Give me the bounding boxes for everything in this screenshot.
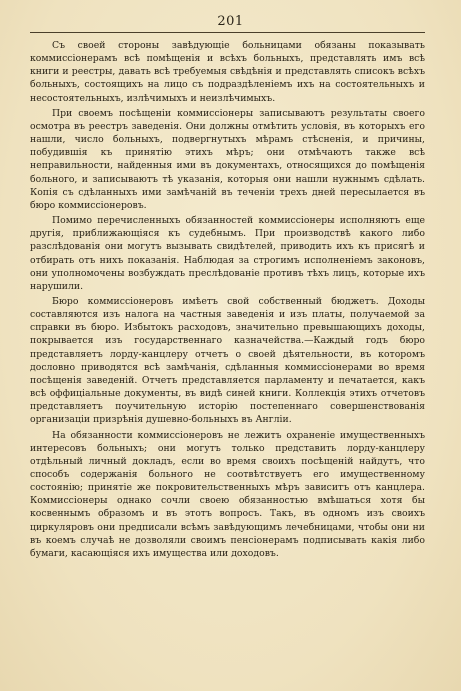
paragraph: Съ своей стороны завѣдующіе больницами обязаны показывать коммиссіонерамъ всѣ помѣщенія и всѣхъ больныхъ, представлять имъ всѣ книги и реестры, давать всѣ требуемыя свѣдѣнія и представлять списокъ всѣхъ больныхъ, состоящихъ на лицо съ подраздѣленіемъ ихъ на состоятельныхъ и несостоятельныхъ, излѣчимыхъ и неизлѣчимыхъ. <box>30 40 425 104</box>
paragraph: Бюро коммиссіонеровъ имѣетъ свой собственный бюджетъ. Доходы составляются изъ налога на частныя заведенія и изъ платы, получаемой за справки въ бюро. Избытокъ расходовъ, значительно превышающихъ доходы, покрывается изъ государственнаго казначейства.—Каждый годъ бюро представляетъ лорду-канцлеру отчетъ о своей дѣятельности, въ которомъ дословно приводятся всѣ замѣчанія, сдѣланныя коммиссіонерами во время посѣщенія заведеній. Отчетъ представляется парламенту и печатается, какъ всѣ оффиціальные документы, въ видѣ синей книги. Коллекція этихъ отчетовъ представляетъ поучительную исторію постепеннаго совершенствованія организаціи призрѣнія душевно-больныхъ въ Англіи. <box>30 295 425 426</box>
paragraph: Помимо перечисленныхъ обязанностей коммиссіонеры исполняютъ еще другія, приближающіяся къ судебнымъ. При производствѣ какого либо разслѣдованія они могутъ вызывать свидѣтелей, приводить ихъ къ присягѣ и отбирать отъ нихъ показанія. Наблюдая за строгимъ исполненіемъ законовъ, они уполномочены возбуждать преслѣдованіе противъ тѣхъ лицъ, которые ихъ нарушили. <box>30 215 425 292</box>
page-number: 201 <box>217 14 244 29</box>
body-text <box>30 39 425 560</box>
paragraph: На обязанности коммиссіонеровъ не лежитъ охраненіе имущественныхъ интересовъ больныхъ; они могутъ только представить лорду-канцлеру отдѣльный личный докладъ, если во время своихъ посѣщеній найдутъ, что способъ содержанія больного не соотвѣтствуетъ его имущественному состоянію; принятіе же покровительственныхъ мѣръ зависитъ отъ канцлера. Коммиссіонеры однако сочли своею обязанностью вмѣшаться хотя бы косвеннымъ образомъ и въ этотъ вопросъ. Такъ, въ одномъ изъ своихъ циркуляровъ они предписали всѣмъ завѣдующимъ лечебницами, чтобы они ни въ коемъ случаѣ не дозволяли своимъ пенсіонерамъ подписывать какія либо бумаги, касающіяся ихъ имущества или доходовъ. <box>30 429 425 559</box>
paragraph: При своемъ посѣщеніи коммиссіонеры записываютъ результаты своего осмотра въ реестръ заведенія. Они должны отмѣтить условія, въ которыхъ его нашли, число больныхъ, подвергнутыхъ мѣрамъ стѣсненія, и причины, побудившія къ принятію этихъ мѣръ; они отмѣчаютъ также всѣ неправильности, найденныя ими въ документахъ, относящихся до помѣщенія больного, и записываютъ тѣ указанія, которыя они нашли нужнымъ сдѣлать. Копія съ сдѣланныхъ ими замѣчаній въ теченіи трехъ дней пересылается въ бюро коммиссіонеровъ. <box>30 107 425 211</box>
header-rule <box>30 32 425 33</box>
